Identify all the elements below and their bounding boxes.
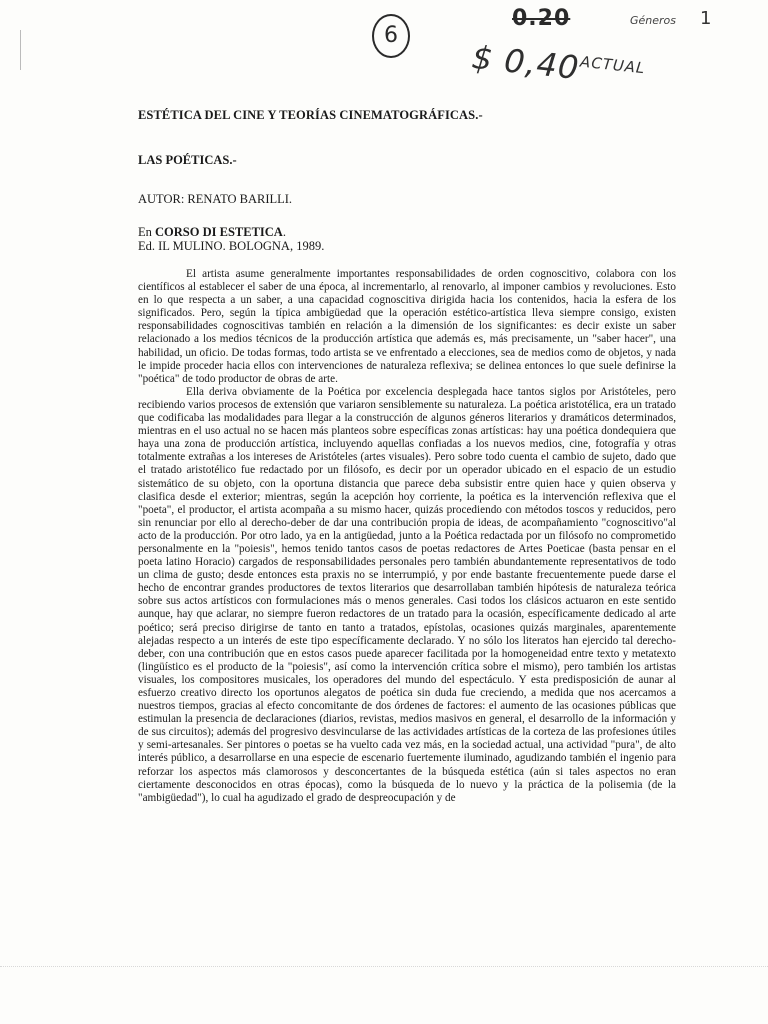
handwritten-new-price: $ 0,40 — [470, 38, 582, 88]
author-line: AUTOR: RENATO BARILLI. — [138, 192, 293, 206]
document-title: ESTÉTICA DEL CINE Y TEORÍAS CINEMATOGRÁFICAS.- — [138, 108, 483, 122]
source-suffix: . — [282, 225, 286, 239]
scan-edge-line — [0, 966, 768, 967]
handwritten-genre-label: Géneros — [630, 14, 677, 27]
document-subtitle: LAS POÉTICAS.- — [138, 153, 237, 167]
body-text — [138, 268, 676, 805]
source-prefix: En — [138, 225, 156, 239]
handwritten-price-note: ACTUAL — [579, 52, 647, 78]
struck-out-old-price: 0.20 — [512, 6, 571, 31]
paragraph-1: El artista asume generalmente importantes responsabilidades de orden cognoscitivo, colabora con los científicos al establecer el saber de una época, al incrementarlo, al renovarlo, al imponer cambios y revoluciones. Esto en lo que respecta a un saber, a una capacidad cognoscitiva dirigida hacia los contenidos, hacia la esfera de los significados. Pero, según la típica ambigüedad que la operación estético-artística lleva siempre consigo, existen responsabilidades cognoscitivas también en relación a la dimensión de los significantes: es decir existe un saber relacionado a los medios técnicos de la producción artística que además es, más precisamente, un "saber hacer", una habilidad, un oficio. De todas formas, todo artista se ve enfrentado a elecciones, sea de medios como de objetos, y nada le impide proceder hacia ellos con intervenciones de naturaleza reflexiva; se delinea entonces lo que suele definirse la "poética" de todo productor de obras de arte. — [138, 268, 676, 385]
document-header — [138, 108, 678, 253]
edition-line: Ed. IL MULINO. BOLOGNA, 1989. — [138, 239, 325, 253]
handwritten-genre-number: 1 — [700, 8, 712, 29]
handwritten-page-number: 6 — [372, 14, 410, 58]
source-line — [138, 225, 678, 239]
margin-scan-mark — [20, 30, 29, 70]
source-book-title: CORSO DI ESTETICA — [155, 225, 283, 239]
paragraph-2: Ella deriva obviamente de la Poética por excelencia desplegada hace tantos siglos por Aristóteles, pero recibiendo varios procesos de extensión que variaron sensiblemente su naturaleza. La poética aristotélica, era un tratado que codificaba las modalidades para llegar a la construcción de algunos géneros literarios y dramáticos determinados, mientras en el uso actual no se hacen más planteos sobre específicas zonas artísticas: hay una poética dondequiera que haya una zona de producción artística, incluyendo aquellas confiadas a los nuevos medios, cine, fotografía y otras totalmente extrañas a los intereses de Aristóteles (artes visuales). Pero sobre todo cuenta el cambio de sujeto, dado que el tratado aristotélico fue redactado por un filósofo, es decir por un operador ubicado en el espacio de un estudio sistemático de su objeto, con la oportuna distancia que parece deba subsistir entre quien hace y quien observa y clasifica desde el exterior; mientras, según la acepción hoy corriente, la poética es la intervención reflexiva que el "poeta", el productor, el artista acompaña a su mismo hacer, quizás procediendo con métodos toscos y reducidos, pero sin renunciar por ello al derecho-deber de dar una contribución propia de ideas, de acompañamiento "cognoscitivo"al acto de la producción. Por otro lado, ya en la antigüedad, junto a la Poética redactada por un filósofo no comprometido personalmente en la "poiesis", hemos tenido tantos casos de poetas redactores de Artes Poeticae (basta pensar en el poeta latino Horacio) cargados de responsabilidades personales pero también abundantemente representativos de todo un clima de gusto; desde entonces esta praxis no se interrumpió, y por ende bastante frecuentemente puede darse el hecho de encontrar grandes productores de textos literarios que desarrollaban también hipótesis de naturaleza teórica sobre sus actos artísticos con formulaciones más o menos generales. Casi todos los clásicos actuaron en este sentido aunque, hay que aclarar, no siempre fueron redactores de un tratado para la ocasión, específicamente dedicado al arte poético; será preciso dirigirse de tanto en tanto a tratados, epístolas, ocasiones quizás marginales, aparentemente alejadas respecto a un interés de este tipo específicamente declarado. Y no sólo los literatos han ejercido tal derecho-deber, con una contribución que en estos casos puede aparecer facilitada por la homogeneidad entre texto y metatexto (lingüístico es el producto de la "poiesis", así como la intervención crítica sobre el mismo), pero también los artistas visuales, los compositores musicales, los operadores del mundo del espectáculo. Y esta predisposición de aunar al esfuerzo creativo directo los oportunos alegatos de poética sin duda fue creciendo, a medida que nos acercamos a nuestros tiempos, gracias al efecto concomitante de dos órdenes de factores: el aumento de las ocasiones públicas que estimulan la presencia de declaraciones (diarios, revistas, medios masivos en general, el desarrollo de la información y de sus circuitos); además del progresivo desvincularse de las actividades artísticas de la corteza de las profesiones útiles y semi-artesanales. Ser pintores o poetas se ha vuelto cada vez más, en la sociedad actual, una actividad "pura", de alto interés público, a desarrollarse en una especie de escenario fuertemente iluminado, agudizando también el ingenio para reforzar los aspectos más clamorosos y desconcertantes de la búsqueda estética (aún si tales aspectos no eran ciertamente desconocidos en otras épocas), como la búsqueda de lo nuevo y la práctica de la polisemia (de la "ambigüedad"), lo cual ha agudizado el grado de despreocupación y de — [138, 385, 676, 804]
